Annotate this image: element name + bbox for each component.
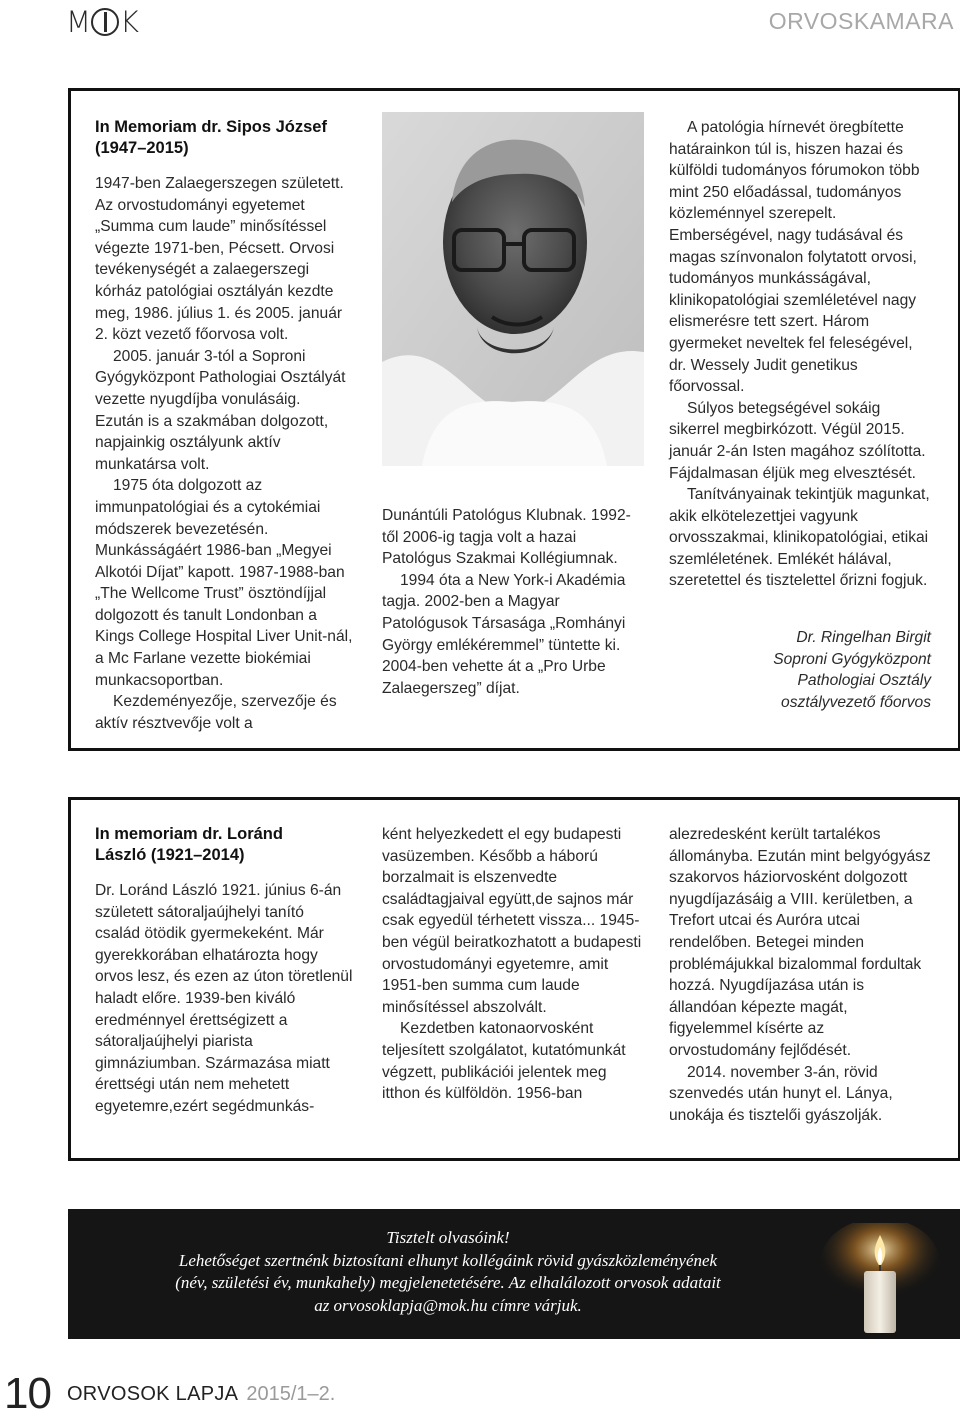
notice-line: (név, születési év, munkahely) megjelenetetésére. Az elhalálozott orvosok adatait (175, 1273, 721, 1292)
signature-institution: Soproni Gyógyközpont (773, 650, 931, 668)
memoriam2-title-line2: László (1921–2014) (95, 846, 245, 864)
mok-logo (66, 4, 138, 40)
memoriam1-column1 (95, 117, 353, 734)
memoriam1-title-line2: (1947–2015) (95, 139, 189, 157)
notice-heading: Tisztelt olvasóink! (386, 1228, 510, 1247)
memoriam2-title (95, 824, 353, 866)
memoriam1-paragraph: 1994 óta a New York-i Akadémia tagja. 2002-ben a Magyar Patológusok Társasága „Romhányi György emlékéremmel” tüntette ki. 2004-ben vehette át a „Pro Urbe Zalaegerszeg” díjat. (382, 571, 626, 697)
memoriam1-title-line1: In Memoriam dr. Sipos József (95, 118, 327, 136)
memoriam1-column2 (382, 505, 644, 699)
mok-logo-icon (91, 8, 119, 36)
memoriam1-paragraph: Dunántúli Patológus Klubnak. 1992-től 2006-ig tagja volt a hazai Patológus Szakmai Kollégiumnak. (382, 507, 631, 568)
memoriam2-column3 (669, 824, 931, 1126)
logo-letter-k: K (120, 5, 139, 39)
page-footer (0, 1370, 335, 1418)
memoriam1-paragraph: Tanítványainak tekintjük magunkat, akik elkötelezettjei vagyunk orvosszakmai, klinikopatológiai, etikai szemléletének. Emlékét hálával, szeretettel és tisztelettel őrizni fogjuk. (669, 486, 930, 590)
memoriam1-paragraph: 2005. január 3-tól a Soproni Gyógyközpont Pathologiai Osztályát vezette nyugdíjba vonulásáig. Ezután is a szakmában dolgozott, napjainkig osztályunk aktív munkatársa volt. (95, 347, 346, 473)
memoriam1-paragraph: Súlyos betegségével sokáig sikerrel megbirkózott. Végül 2015. január 2-án Isten magához szólította. Fájdalmasan éljük meg elvesztését. (669, 399, 926, 482)
memoriam2-paragraph: 2014. november 3-án, rövid szenvedés után hunyt el. Lánya, unokája és tisztelői gyászolják. (669, 1063, 893, 1124)
signature-name: Dr. Ringelhan Birgit (796, 629, 931, 647)
notice-box (68, 1209, 960, 1339)
issue-number: 2015/1–2. (246, 1382, 336, 1405)
page-number: 10 (4, 1369, 51, 1418)
memoriam1-column3 (669, 117, 931, 713)
memoriam2-column1 (95, 824, 353, 1118)
memoriam2-paragraph: Dr. Loránd László 1921. június 6-án született sátoraljaújhelyi tanító család ötödik gyermekeként. Már gyerekkorában elhatározta hogy orvos lesz, és ezen az úton töretlenül haladt előre. 1939-ben kiváló eredménnyel érettségizett a sátoraljaújhelyi piarista gimnáziumban. Származása miatt érettségi után nem mehetett egyetemre,ezért segédmunkás- (95, 882, 353, 1115)
notice-email-line: az orvosoklapja@mok.hu címre várjuk. (314, 1295, 582, 1315)
memoriam1-paragraph: A patológia hírnevét öregbítette határainkon túl is, hiszen hazai és külföldi tudományos fórumokon több mint 250 előadással, tudományos közleménnyel szerepelt. (669, 119, 920, 223)
notice-text (108, 1227, 788, 1317)
memoriam1-paragraph: 1975 óta dolgozott az immunpatológiai és a cytokémiai módszerek bevezetésén. Munkásságáért 1986-ban „Megyei Alkotói Díjat” kapott. 1987-1988-ban „The Wellcome Trust” ösztöndíjjal dolgozott és tanult Londonban a Kings College Hospital Liver Unit-nál, a Mc Farlane vezette biokémiai munkacsoportban. (95, 477, 353, 689)
memoriam1-paragraph: 1947-ben Zalaegerszegen született. Az orvostudományi egyetemet „Summa cum laude” minősítéssel végezte 1971-ben, Pécsett. Orvosi tevékenységét a zalaegerszegi kórház patológiai osztályán kezdte meg, 1986. július 1. és 2005. január 2. közt vezető főorvosa volt. (95, 175, 344, 344)
portrait-photo (382, 112, 644, 466)
memoriam2-paragraph: ként helyezkedett el egy budapesti vasüzemben. Később a háború borzalmait is elszenvedte családtagjaival együtt,de sajnos már csak egyedül térhetett vissza... 1945-ben végül beiratkozhatott a budapesti orvostudományi egyetemre, amit 1951-ben summa cum laude minősítéssel abszolvált. (382, 826, 642, 1016)
signature-department: Pathologiai Osztály (797, 672, 931, 690)
memoriam2-paragraph: alezredesként került tartalékos állományba. Ezután mint belgyógyász szakorvos háziorvosként dolgozott nyugdíjazásáig a VIII. kerületben, a Trefort utcai és Auróra utcai rendelőben. Betegei minden problémájukkal bizalommal fordultak hozzá. Nyugdíjazása után is állandóan képezte magát, figyelemmel kísérte az orvostudomány fejlődését. (669, 826, 931, 1059)
section-label: ORVOSKAMARA (768, 8, 954, 34)
journal-name: ORVOSOK LAPJA (66, 1382, 239, 1405)
portrait-image (382, 112, 644, 466)
memoriam1-paragraph: Kezdeményezője, szervezője és aktív résztvevője volt a (95, 693, 337, 732)
candle-icon (810, 1223, 950, 1333)
memoriam2-paragraph: Kezdetben katonaorvosként teljesített szolgálatot, kutatómunkát végzett, publikációi jelentek meg itthon és külföldön. 1956-ban (382, 1020, 626, 1103)
logo-letter-m: M (66, 5, 91, 39)
memoriam1-title (95, 117, 353, 159)
signature-position: osztályvezető főorvos (781, 693, 931, 711)
memoriam1-paragraph: Emberségével, nagy tudásával és magas színvonalon folytatott orvosi, tudományos munkásságával, klinikopatológiai szemléletével nagy elismerésre tett szert. Három gyermeket neveltek fel feleségével, dr. Wessely Judit genetikus főorvossal. (669, 226, 917, 396)
notice-line: Lehetőséget szertnénk biztosítani elhunyt kollégáink rövid gyászközleményének (178, 1250, 718, 1270)
memoriam2-column2 (382, 824, 644, 1105)
memoriam2-title-line1: In memoriam dr. Loránd (95, 825, 283, 843)
